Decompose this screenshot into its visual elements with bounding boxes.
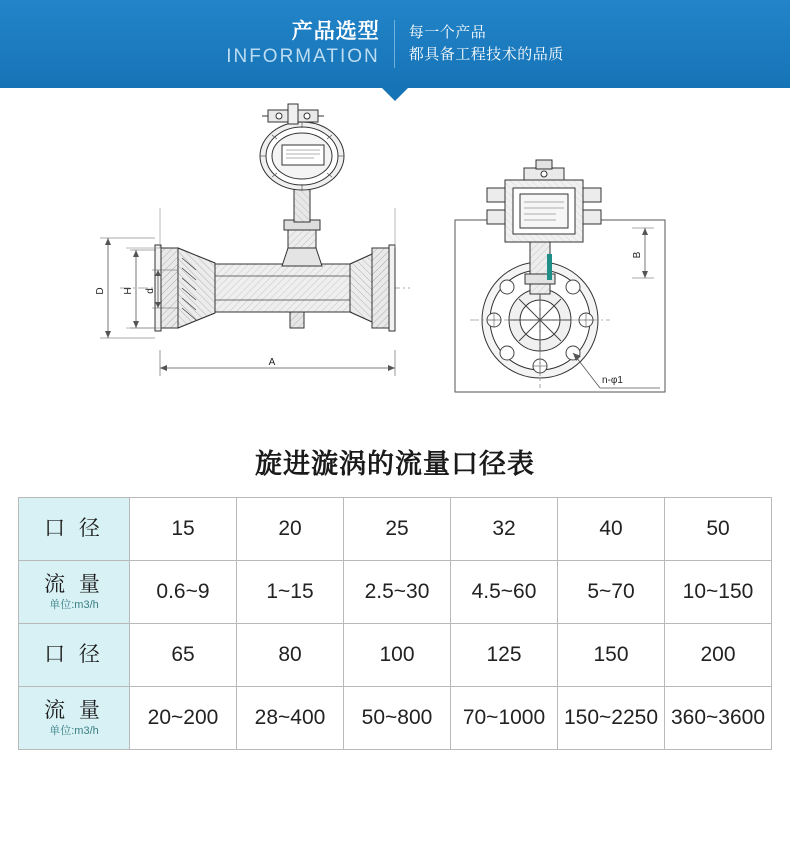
cell-caliber: 32 [451, 498, 558, 561]
row-label-flow-2 [19, 687, 130, 750]
cell-flow: 20~200 [130, 687, 237, 750]
cell-caliber: 15 [130, 498, 237, 561]
cell-flow: 2.5~30 [344, 561, 451, 624]
row-label-caliber-1 [19, 498, 130, 561]
banner-content [0, 0, 790, 88]
cell-flow: 50~800 [344, 687, 451, 750]
row-label-flow-1 [19, 561, 130, 624]
row-label-text: 口 径 [44, 642, 104, 666]
cell-flow: 28~400 [237, 687, 344, 750]
cell-flow: 4.5~60 [451, 561, 558, 624]
cell-caliber: 125 [451, 624, 558, 687]
cell-flow: 5~70 [558, 561, 665, 624]
cell-caliber: 100 [344, 624, 451, 687]
bolt-hole-note: n-φ1 [602, 375, 623, 386]
cell-flow: 10~150 [665, 561, 772, 624]
cell-caliber: 150 [558, 624, 665, 687]
cell-caliber: 40 [558, 498, 665, 561]
technical-drawing [0, 88, 790, 438]
cell-caliber: 20 [237, 498, 344, 561]
table-row [19, 498, 772, 561]
banner-tagline-line2: 都具备工程技术的品质 [408, 46, 564, 63]
cell-caliber: 65 [130, 624, 237, 687]
section-title: 旋进漩涡的流量口径表 [255, 449, 535, 479]
caliber-flow-table [18, 497, 772, 750]
table-row [19, 687, 772, 750]
dim-label-d-outer: D [95, 287, 106, 295]
row-label-unit: 单位:m3/h [49, 724, 99, 737]
flowmeter-drawing-svg [0, 88, 790, 438]
cell-flow: 0.6~9 [130, 561, 237, 624]
table-row [19, 624, 772, 687]
banner-tagline-block [395, 22, 564, 66]
row-label-text: 流 量 [44, 698, 104, 722]
cell-caliber: 25 [344, 498, 451, 561]
row-label-unit: 单位:m3/h [49, 598, 99, 611]
dim-label-h: H [123, 287, 134, 295]
banner-title: 产品选型 [291, 20, 380, 43]
right-front-view [455, 160, 665, 392]
banner-subtitle: INFORMATION [226, 46, 380, 68]
banner-title-block [226, 20, 394, 68]
cell-flow: 1~15 [237, 561, 344, 624]
page-header-banner [0, 0, 790, 88]
spec-table-wrapper [0, 497, 790, 750]
dim-label-d-inner: d [145, 288, 156, 294]
row-label-caliber-2 [19, 624, 130, 687]
row-label-text: 流 量 [44, 572, 104, 596]
cell-flow: 150~2250 [558, 687, 665, 750]
cell-flow: 360~3600 [665, 687, 772, 750]
cell-caliber: 80 [237, 624, 344, 687]
banner-tagline-line1: 每一个产品 [408, 24, 487, 42]
cell-caliber: 50 [665, 498, 772, 561]
left-side-view [95, 104, 410, 376]
table-row [19, 561, 772, 624]
cell-flow: 70~1000 [451, 687, 558, 750]
cell-caliber: 200 [665, 624, 772, 687]
dim-label-b: B [632, 251, 643, 259]
dim-label-a: A [268, 357, 276, 368]
row-label-text: 口 径 [44, 516, 104, 540]
